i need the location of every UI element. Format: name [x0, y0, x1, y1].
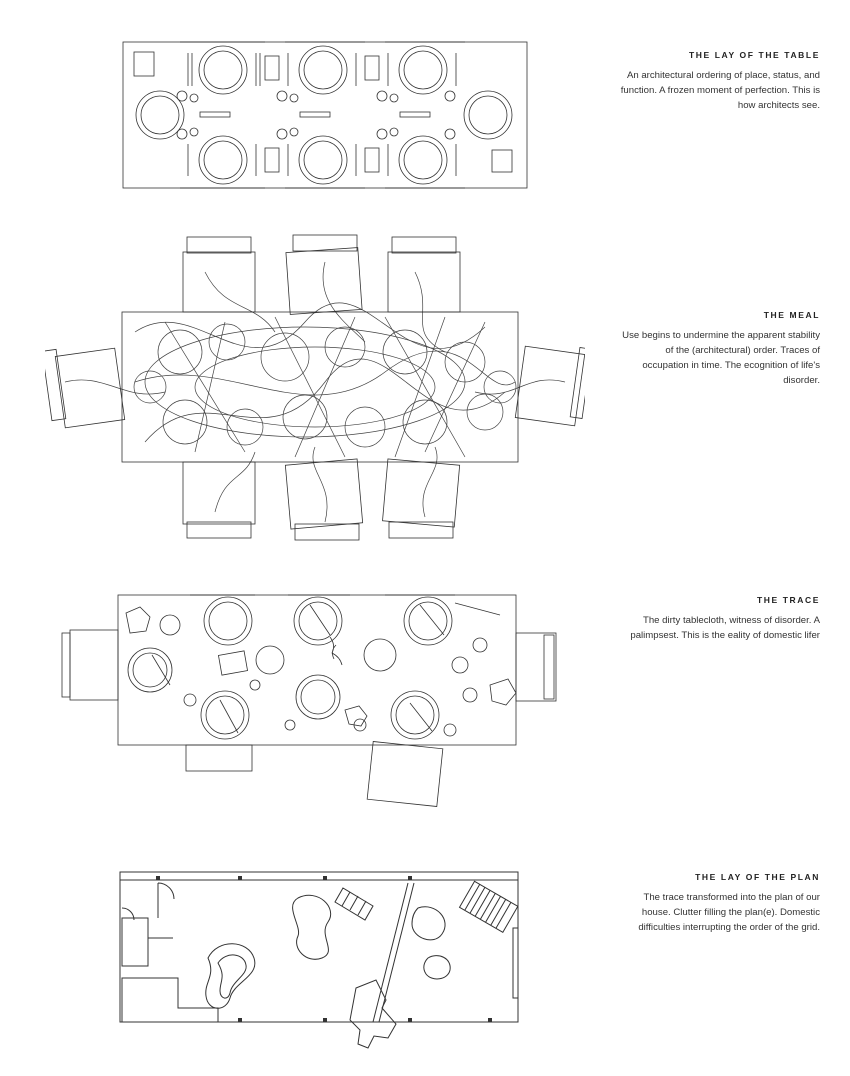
- caption-meal: [620, 310, 820, 388]
- lay-of-table-drawing: [120, 38, 530, 194]
- caption-title: THE MEAL: [763, 310, 820, 320]
- caption-text: The trace transformed into the plan of our house. Clutter filling the plan(e). Domestic difficulties interrupting the order of the grid.: [638, 892, 820, 933]
- caption-text: An architectural ordering of place, status, and function. A frozen moment of perfection. This is how architects see.: [620, 70, 820, 111]
- caption-trace: [620, 595, 820, 643]
- caption-text: The dirty tablecloth, witness of disorder. A palimpsest. This is the eality of domestic lifer: [630, 615, 820, 641]
- caption-title: THE LAY OF THE PLAN: [695, 872, 820, 882]
- caption-lay-of-table: [620, 50, 820, 113]
- caption-title: THE LAY OF THE TABLE: [688, 50, 820, 60]
- lay-of-table-plan: [120, 38, 530, 194]
- caption-title: THE TRACE: [756, 595, 820, 605]
- trace-plan: [60, 585, 560, 815]
- caption-lay-of-plan: [620, 872, 820, 935]
- house-plan-drawing: [118, 868, 523, 1060]
- meal-drawing: [45, 232, 585, 547]
- meal-plan: [45, 232, 585, 547]
- trace-drawing: [60, 585, 560, 815]
- caption-text: Use begins to undermine the apparent stability of the (architectural) order. Traces of occupation in time. The ecognition of life's disorder.: [622, 330, 820, 386]
- house-plan: [118, 868, 523, 1060]
